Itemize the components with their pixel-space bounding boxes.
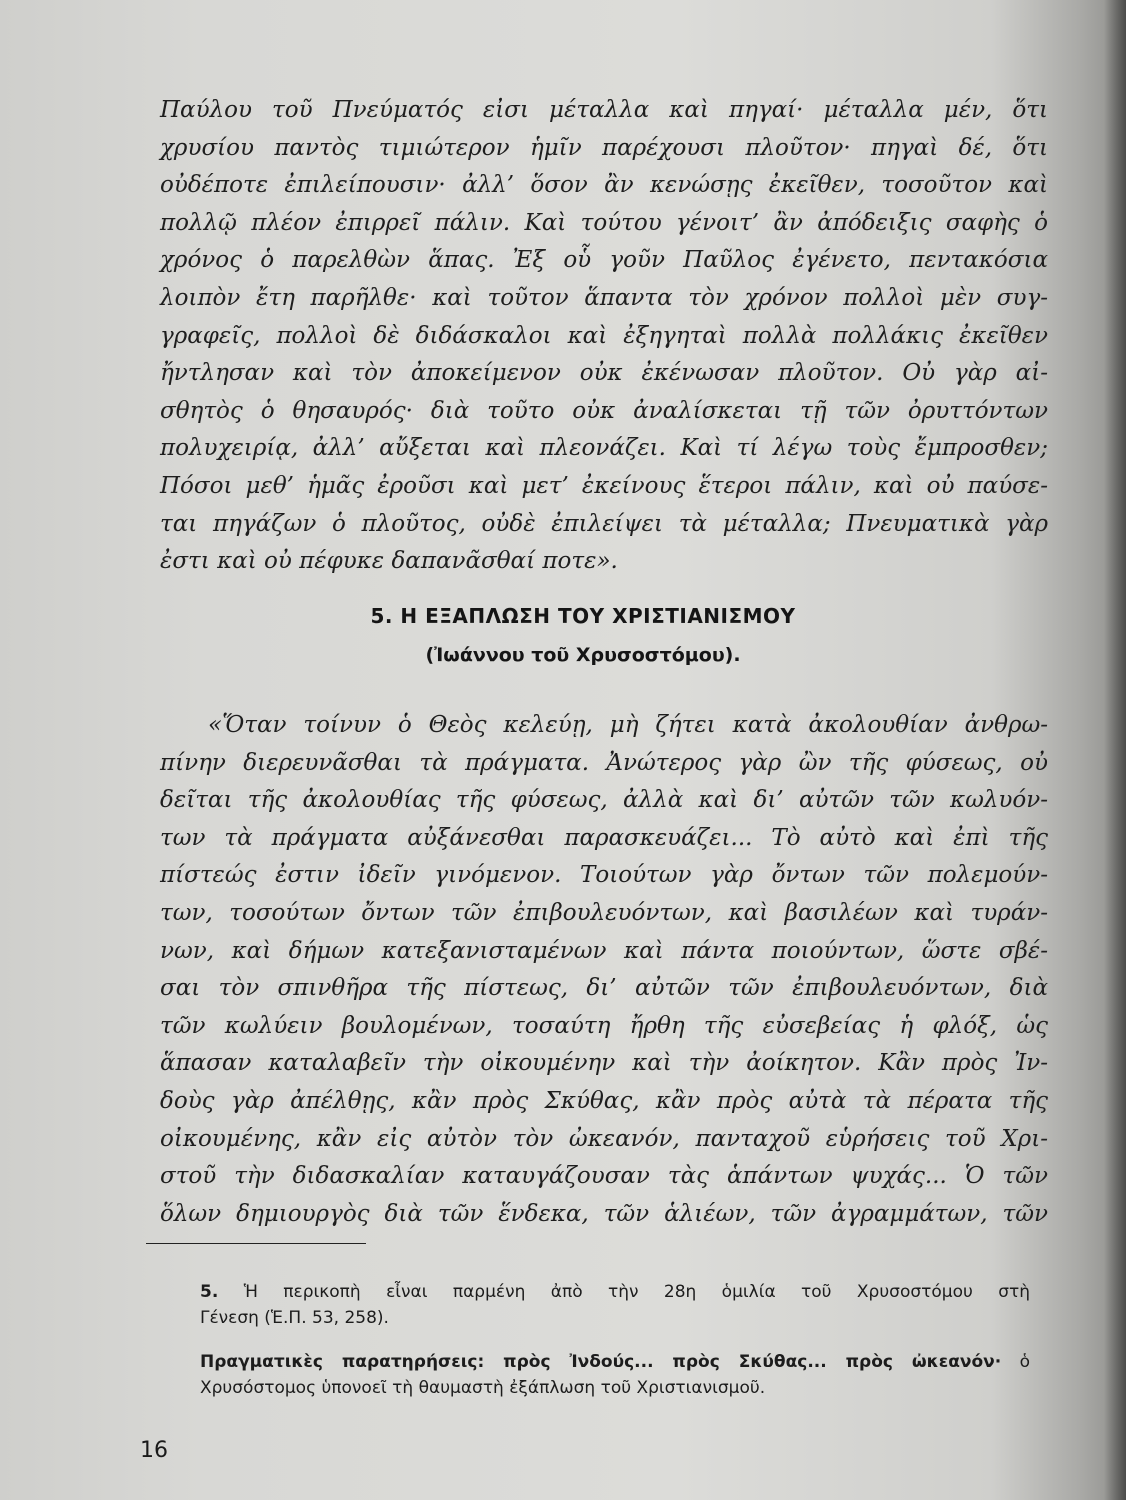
text-line: ἅπασαν καταλαβεῖν τὴν οἰκουμένην καὶ τὴν ἀοίκητον. Κἂν πρὸς Ἰν-	[160, 1050, 1048, 1077]
footnote-divider	[146, 1243, 366, 1244]
text-line: «Ὅταν τοίνυν ὁ Θεὸς κελεύῃ, μὴ ζήτει κατὰ ἀκολουθίαν ἀνθρω-	[208, 712, 1048, 738]
text-line: οἰκουμένης, κἂν εἰς αὐτὸν τὸν ὠκεανόν, πανταχοῦ εὑρήσεις τοῦ Χρι-	[160, 1125, 1048, 1152]
text-line: χρυσίου παντὸς τιμιώτερον ἡμῖν παρέχουσι πλοῦτον· πηγαὶ δέ, ὅτι	[160, 134, 1048, 161]
text-line: νων, καὶ δήμων κατεξανισταμένων καὶ πάντα ποιούντων, ὥστε σβέ-	[160, 937, 1048, 964]
page-number: 16	[140, 1438, 168, 1463]
remarks-label: Πραγματικὲς παρατηρήσεις: πρὸς Ἰνδούς... πρὸς Σκύθας... πρὸς ὠκεανόν·	[200, 1352, 1002, 1372]
text-line: λοιπὸν ἔτη παρῆλθε· καὶ τοῦτον ἅπαντα τὸν χρόνον πολλοὶ μὲν συγ-	[160, 284, 1048, 311]
footnote-line: Χρυσόστομος ὑπονοεῖ τὴ θαυμαστὴ ἐξάπλωση τοῦ Χριστιανισμοῦ.	[200, 1378, 766, 1398]
section-title: 5. Η ΕΞΑΠΛΩΣΗ ΤΟΥ ΧΡΙΣΤΙΑΝΙΣΜΟΥ	[370, 604, 796, 628]
text-line: σαι τὸν σπινθῆρα τῆς πίστεως, δι’ αὐτῶν τῶν ἐπιβουλευόντων, διὰ	[160, 975, 1048, 1002]
footnote-5	[200, 1279, 1030, 1331]
remarks-text: ὁ	[1019, 1352, 1030, 1372]
text-line: τῶν κωλύειν βουλομένων, τοσαύτη ἤρθη τῆς εὐσεβείας ἡ φλόξ, ὡς	[160, 1012, 1048, 1039]
text-line: πίστεώς ἐστιν ἰδεῖν γινόμενον. Τοιούτων γὰρ ὄντων τῶν πολεμούν-	[160, 862, 1048, 889]
text-line: ἐστι καὶ οὐ πέφυκε δαπανᾶσθαί ποτε».	[160, 548, 618, 575]
text-line: των, τοσούτων ὄντων τῶν ἐπιβουλευόντων, καὶ βασιλέων καὶ τυράν-	[160, 899, 1048, 926]
footnote-line	[200, 1349, 1030, 1375]
text-line: ἤντλησαν καὶ τὸν ἀποκείμενον οὐκ ἐκένωσαν πλοῦτον. Οὐ γὰρ αἰ-	[160, 360, 1048, 387]
text-line: στοῦ τὴν διδασκαλίαν καταυγάζουσαν τὰς ἁπάντων ψυχάς... Ὁ τῶν	[160, 1163, 1048, 1190]
footnote-text: Ἡ περικοπὴ εἶναι παρμένη ἀπὸ τὴν 28η ὁμιλία τοῦ Χρυσοστόμου στὴ	[243, 1282, 1030, 1302]
text-line: πίνην διερευνᾶσθαι τὰ πράγματα. Ἀνώτερος γὰρ ὢν τῆς φύσεως, οὐ	[160, 749, 1048, 776]
text-line: πολυχειρίᾳ, ἀλλ’ αὔξεται καὶ πλεονάζει. Καὶ τί λέγω τοὺς ἔμπροσθεν;	[160, 435, 1048, 462]
footnote-remarks	[200, 1349, 1030, 1401]
text-line: ὅλων δημιουργὸς διὰ τῶν ἕνδεκα, τῶν ἁλιέων, τῶν ἀγραμμάτων, τῶν	[160, 1200, 1048, 1227]
text-line: των τὰ πράγματα αὐξάνεσθαι παρασκευάζει... Τὸ αὐτὸ καὶ ἐπὶ τῆς	[160, 824, 1048, 851]
text-line: σθητὸς ὁ θησαυρός· διὰ τοῦτο οὐκ ἀναλίσκεται τῇ τῶν ὀρυττόντων	[160, 397, 1048, 424]
page-binding-shadow	[1104, 0, 1126, 1500]
main-paragraph	[160, 707, 1048, 1233]
text-line: πολλῷ πλέον ἐπιρρεῖ πάλιν. Καὶ τούτου γένοιτ’ ἂν ἀπόδειξις σαφὴς ὁ	[160, 209, 1048, 236]
text-line: Παύλου τοῦ Πνεύματός εἰσι μέταλλα καὶ πηγαί· μέταλλα μέν, ὅτι	[160, 97, 1048, 123]
text-line: χρόνος ὁ παρελθὼν ἅπας. Ἐξ οὗ γοῦν Παῦλος ἐγένετο, πεντακόσια	[160, 247, 1048, 274]
footnote-line: Γένεση (Ἑ.Π. 53, 258).	[200, 1308, 389, 1328]
text-line: Πόσοι μεθ’ ἡμᾶς ἐροῦσι καὶ μετ’ ἐκείνους ἕτεροι πάλιν, καὶ οὐ παύσε-	[160, 472, 1048, 499]
text-line: δεῖται τῆς ἀκολουθίας τῆς φύσεως, ἀλλὰ καὶ δι’ αὐτῶν τῶν κωλυόν-	[160, 787, 1048, 814]
footnote-line	[200, 1279, 1030, 1305]
text-line: ται πηγάζων ὁ πλοῦτος, οὐδὲ ἐπιλείψει τὰ μέταλλα; Πνευματικὰ γὰρ	[160, 510, 1048, 537]
text-line: οὐδέποτε ἐπιλείπουσιν· ἀλλ’ ὅσον ἂν κενώσῃς ἐκεῖθεν, τοσοῦτον καὶ	[160, 172, 1048, 199]
section-subtitle: (Ἰωάννου τοῦ Χρυσοστόμου).	[425, 644, 741, 666]
footnote-number: 5.	[200, 1282, 219, 1302]
text-line: γραφεῖς, πολλοὶ δὲ διδάσκαλοι καὶ ἐξηγηταὶ πολλὰ πολλάκις ἐκεῖθεν	[160, 322, 1048, 349]
text-line: δοὺς γὰρ ἀπέλθῃς, κἂν πρὸς Σκύθας, κἂν πρὸς αὐτὰ τὰ πέρατα τῆς	[160, 1087, 1048, 1114]
top-paragraph	[160, 92, 1048, 581]
